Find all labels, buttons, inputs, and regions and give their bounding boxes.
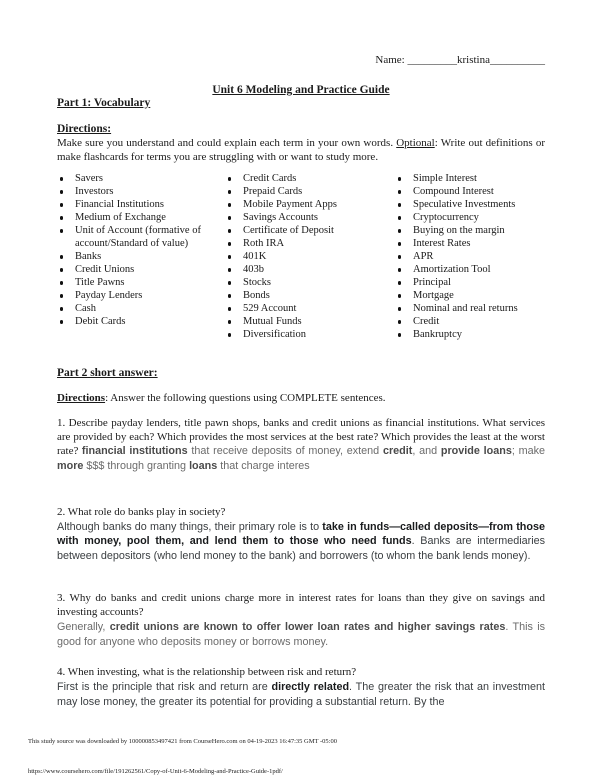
- bullet-icon: [398, 333, 401, 336]
- question-4-answer: [57, 680, 545, 710]
- vocab-term: Mobile Payment Apps: [243, 199, 337, 211]
- bullet-icon: [60, 216, 63, 219]
- bullet-icon: [60, 307, 63, 310]
- name-field: Name: _________kristina__________: [375, 54, 545, 66]
- vocab-item: [57, 289, 225, 302]
- bullet-icon: [228, 307, 231, 310]
- vocab-item: [57, 250, 225, 263]
- text-segment: credit unions are known to offer lower loan rates and higher savings rates: [109, 620, 506, 633]
- vocab-item: [225, 185, 395, 198]
- bullet-icon: [398, 242, 401, 245]
- vocab-term: Financial Institutions: [75, 199, 164, 211]
- question-2-answer: [57, 520, 545, 564]
- text-segment: financial institutions: [81, 445, 188, 458]
- text-segment: take in funds—called deposits—from those with money, pool them, and lend them to those who need funds: [57, 520, 545, 548]
- bullet-icon: [228, 320, 231, 323]
- text-segment: directly related: [271, 680, 350, 693]
- vocab-item: [57, 315, 225, 328]
- vocab-term: Buying on the margin: [413, 225, 505, 237]
- bullet-icon: [60, 203, 63, 206]
- question-2: [57, 505, 545, 564]
- bullet-icon: [398, 294, 401, 297]
- vocab-term: Bonds: [243, 290, 270, 302]
- vocab-item: [225, 289, 395, 302]
- vocab-item: [57, 172, 225, 185]
- bullet-icon: [228, 190, 231, 193]
- vocab-term: Investors: [75, 186, 114, 198]
- bullet-icon: [228, 177, 231, 180]
- vocab-term: Savers: [75, 173, 103, 185]
- text-segment: credit: [382, 445, 413, 458]
- vocab-item: [225, 276, 395, 289]
- vocab-column-3: [395, 172, 545, 341]
- bullet-icon: [398, 203, 401, 206]
- text-segment: more: [57, 459, 84, 472]
- bullet-icon: [228, 203, 231, 206]
- question-4-text: 4. When investing, what is the relationship between risk and return?: [57, 666, 357, 679]
- vocab-term: 403b: [243, 264, 264, 276]
- part1-directions-text: [57, 136, 545, 164]
- text-segment: . Banks are intermediaries between depositors (who lend money to the bank) and borrowers (to whom the bank lends money).: [57, 535, 546, 563]
- question-3: [57, 591, 545, 649]
- bullet-icon: [60, 281, 63, 284]
- vocab-item: [395, 172, 545, 185]
- part1-heading: Part 1: Vocabulary: [57, 97, 151, 109]
- text-segment: : Write out definitions or make flashcards for terms you are struggling with or want to study more.: [57, 137, 545, 164]
- vocab-term: Nominal and real returns: [413, 303, 518, 315]
- text-segment: Directions: [57, 392, 106, 405]
- vocab-item: [57, 302, 225, 315]
- vocab-term: 401K: [243, 251, 267, 263]
- vocab-item: [225, 198, 395, 211]
- text-segment: Although banks do many things, their primary role is to: [57, 520, 323, 533]
- bullet-icon: [228, 281, 231, 284]
- vocab-term: Amortization Tool: [413, 264, 491, 276]
- vocab-item: [225, 315, 395, 328]
- text-segment: 1. Describe payday lenders, title pawn shops, banks and credit unions as financial institutions. What services are provided by each? Which provides the most services at the best rate? Which provides the least at the worst rate?: [57, 416, 545, 458]
- vocab-column-2: [225, 172, 395, 341]
- vocab-item: [57, 276, 225, 289]
- vocab-term: Cash: [75, 303, 96, 315]
- vocab-item: [395, 185, 545, 198]
- bullet-icon: [398, 320, 401, 323]
- bullet-icon: [228, 294, 231, 297]
- question-1: [57, 416, 545, 474]
- download-attribution: This study source was downloaded by 100000853497421 from CourseHero.com on 04-19-2023 16:47:35 GMT -05:00: [28, 738, 337, 745]
- text-segment: . The greater the risk that an investment may lose money, the greater its potential for providing a substantial return. By the: [57, 680, 546, 708]
- vocab-term: Medium of Exchange: [75, 212, 166, 224]
- bullet-icon: [398, 216, 401, 219]
- vocab-item: [395, 250, 545, 263]
- bullet-icon: [398, 307, 401, 310]
- part1-directions-heading: Directions:: [57, 123, 112, 135]
- vocab-item: [225, 172, 395, 185]
- bullet-icon: [228, 242, 231, 245]
- vocab-item: [225, 237, 395, 250]
- bullet-icon: [398, 229, 401, 232]
- vocab-item: [395, 315, 545, 328]
- text-segment: $$$ through granting: [83, 459, 190, 472]
- bullet-icon: [398, 190, 401, 193]
- vocab-term: Unit of Account (formative of account/Standard of value): [75, 225, 201, 250]
- part2-heading: Part 2 short answer:: [57, 367, 158, 380]
- vocab-term: Credit Cards: [243, 173, 297, 185]
- question-3-answer: [57, 620, 545, 650]
- text-segment: Optional: [396, 137, 435, 149]
- text-segment: First is the principle that risk and return are: [57, 680, 272, 693]
- text-segment: . This is good for anyone who deposits money or borrows money.: [57, 620, 546, 648]
- vocab-item: [395, 328, 545, 341]
- vocab-term: Credit Unions: [75, 264, 135, 276]
- bullet-icon: [60, 268, 63, 271]
- text-segment: that charge interes: [217, 459, 310, 472]
- text-segment: loans: [189, 459, 218, 472]
- vocab-item: [225, 328, 395, 341]
- bullet-icon: [228, 268, 231, 271]
- bullet-icon: [398, 177, 401, 180]
- text-segment: ; make: [511, 445, 545, 458]
- vocabulary-list: [57, 172, 545, 341]
- vocab-column-1: [57, 172, 225, 341]
- vocab-item: [57, 263, 225, 276]
- vocab-term: Roth IRA: [243, 238, 285, 250]
- bullet-icon: [60, 190, 63, 193]
- vocab-term: Payday Lenders: [75, 290, 143, 302]
- part2-directions-text: [57, 391, 545, 405]
- vocab-term: Bankruptcy: [413, 329, 462, 341]
- bullet-icon: [228, 255, 231, 258]
- vocab-term: Diversification: [243, 329, 306, 341]
- text-segment: that receive deposits of money, extend: [187, 445, 383, 458]
- bullet-icon: [228, 333, 231, 336]
- vocab-term: Title Pawns: [75, 277, 125, 289]
- question-2-text: 2. What role do banks play in society?: [57, 506, 226, 519]
- vocab-term: Stocks: [243, 277, 272, 289]
- vocab-term: 529 Account: [243, 303, 297, 315]
- vocab-item: [225, 263, 395, 276]
- vocab-item: [57, 185, 225, 198]
- bullet-icon: [60, 320, 63, 323]
- text-segment: Generally,: [57, 620, 110, 633]
- bullet-icon: [228, 216, 231, 219]
- vocab-item: [395, 263, 545, 276]
- vocab-term: Speculative Investments: [413, 199, 516, 211]
- vocab-item: [395, 224, 545, 237]
- vocab-item: [225, 211, 395, 224]
- text-segment: provide loans: [440, 445, 512, 458]
- vocab-term: Credit: [413, 316, 440, 328]
- bullet-icon: [60, 255, 63, 258]
- vocab-term: Interest Rates: [413, 238, 471, 250]
- text-segment: , and: [412, 445, 441, 458]
- vocab-term: Principal: [413, 277, 451, 289]
- source-url-link[interactable]: https://www.coursehero.com/file/191262561/Copy-of-Unit-6-Modeling-and-Practice-Guide-1pdf/: [28, 768, 283, 775]
- vocab-item: [395, 211, 545, 224]
- vocab-term: Debit Cards: [75, 316, 126, 328]
- vocab-term: APR: [413, 251, 434, 263]
- text-segment: : Answer the following questions using COMPLETE sentences.: [105, 392, 386, 405]
- vocab-item: [57, 198, 225, 211]
- bullet-icon: [398, 268, 401, 271]
- vocab-term: Prepaid Cards: [243, 186, 303, 198]
- vocab-item: [395, 302, 545, 315]
- question-4: [57, 665, 545, 709]
- vocab-term: Banks: [75, 251, 102, 263]
- vocab-term: Mutual Funds: [243, 316, 302, 328]
- bullet-icon: [398, 255, 401, 258]
- vocab-term: Certificate of Deposit: [243, 225, 334, 237]
- bullet-icon: [60, 229, 63, 232]
- vocab-term: Simple Interest: [413, 173, 477, 185]
- vocab-item: [395, 289, 545, 302]
- document-title: Unit 6 Modeling and Practice Guide: [212, 84, 390, 96]
- bullet-icon: [398, 281, 401, 284]
- vocab-term: Savings Accounts: [243, 212, 318, 224]
- vocab-item: [225, 302, 395, 315]
- bullet-icon: [60, 294, 63, 297]
- vocab-item: [395, 198, 545, 211]
- vocab-item: [225, 224, 395, 237]
- bullet-icon: [228, 229, 231, 232]
- vocab-term: Cryptocurrency: [413, 212, 479, 224]
- bullet-icon: [60, 177, 63, 180]
- vocab-term: Compound Interest: [413, 186, 494, 198]
- vocab-item: [57, 211, 225, 224]
- question-3-text: 3. Why do banks and credit unions charge more in interest rates for loans than they give on savings and investing accounts?: [57, 592, 545, 619]
- vocab-item: [225, 250, 395, 263]
- vocab-item: [395, 237, 545, 250]
- vocab-term: Mortgage: [413, 290, 454, 302]
- vocab-item: [395, 276, 545, 289]
- text-segment: Make sure you understand and could explain each term in your own words.: [57, 137, 397, 149]
- vocab-item: [57, 224, 225, 250]
